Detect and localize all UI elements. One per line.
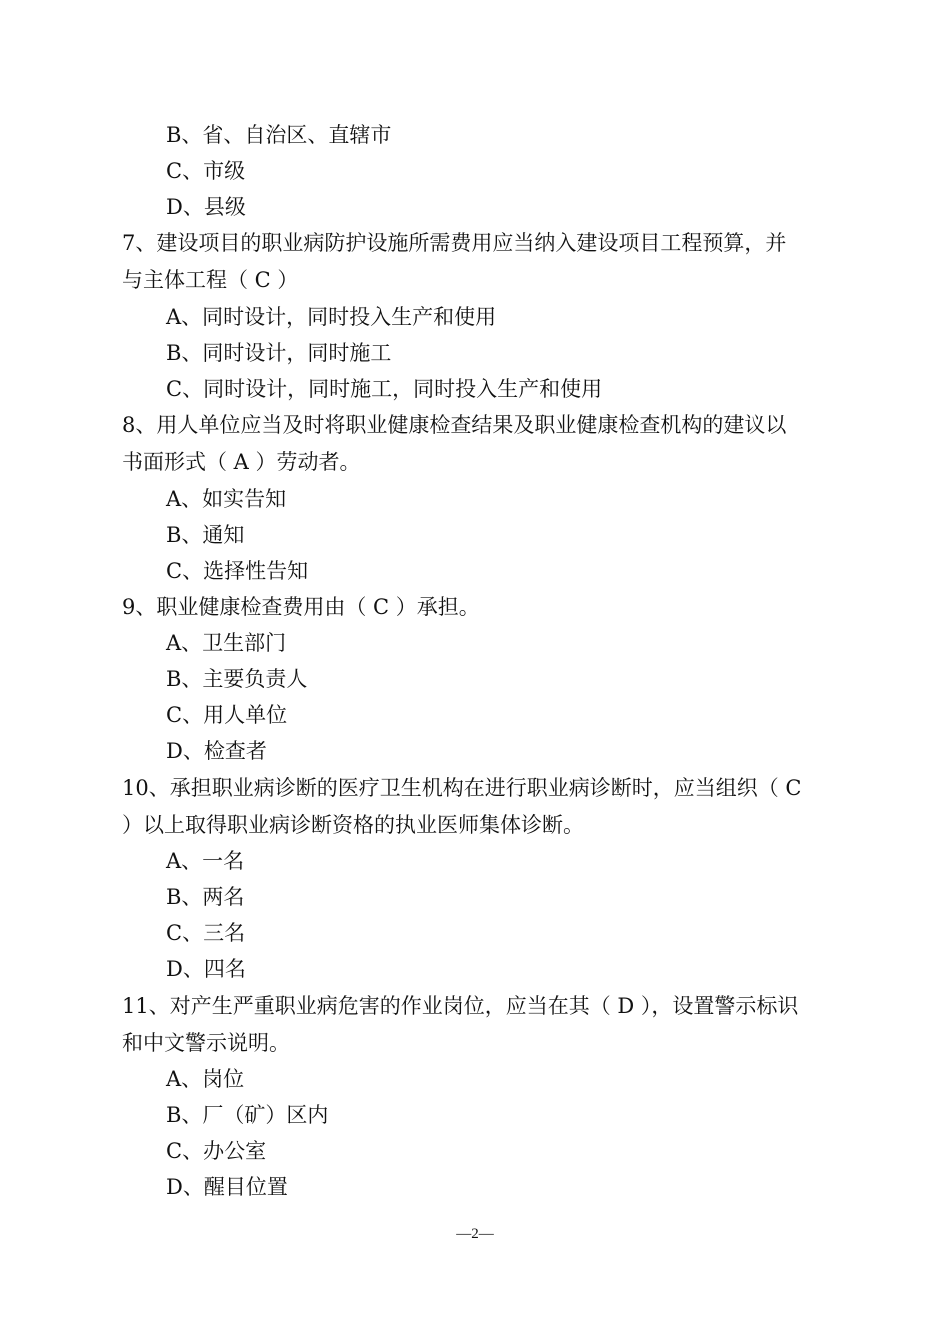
question-10-line-1: 10、承担职业病诊断的医疗卫生机构在进行职业病诊断时，应当组织（ C: [122, 776, 802, 800]
option-8b: B、通知: [166, 523, 245, 547]
option-9d: D、检查者: [166, 739, 267, 763]
option-10b: B、两名: [166, 885, 245, 909]
option-8c: C、选择性告知: [166, 559, 309, 583]
option-10d: D、四名: [166, 957, 246, 981]
question-10-line-2: ）以上取得职业病诊断资格的执业医师集体诊断。: [122, 813, 584, 837]
option-6c: C、市级: [166, 159, 246, 183]
question-11-line-2: 和中文警示说明。: [122, 1031, 290, 1055]
question-8-line-2: 书面形式（ A ）劳动者。: [122, 450, 361, 474]
option-11b: B、厂（矿）区内: [166, 1103, 329, 1127]
option-11a: A、岗位: [166, 1067, 245, 1091]
option-6d: D、县级: [166, 195, 246, 219]
option-7b: B、同时设计，同时施工: [166, 341, 392, 365]
option-10c: C、三名: [166, 921, 246, 945]
option-11c: C、办公室: [166, 1139, 267, 1163]
question-7-line-2: 与主体工程（ C ）: [122, 268, 299, 292]
option-6b: B、省、自治区、直辖市: [166, 123, 392, 147]
option-9b: B、主要负责人: [166, 667, 308, 691]
option-10a: A、一名: [166, 849, 245, 873]
page-number: —2—: [456, 1226, 494, 1242]
option-8a: A、如实告知: [166, 487, 287, 511]
option-11d: D、醒目位置: [166, 1175, 288, 1199]
option-7a: A、同时设计，同时投入生产和使用: [166, 305, 497, 329]
option-9a: A、卫生部门: [166, 631, 287, 655]
option-9c: C、用人单位: [166, 703, 288, 727]
question-8-line-1: 8、用人单位应当及时将职业健康检查结果及职业健康检查机构的建议以: [122, 413, 787, 437]
question-7-line-1: 7、建设项目的职业病防护设施所需费用应当纳入建设项目工程预算，并: [122, 231, 787, 255]
option-7c: C、同时设计，同时施工，同时投入生产和使用: [166, 377, 603, 401]
question-11-line-1: 11、对产生严重职业病危害的作业岗位，应当在其（ D ），设置警示标识: [122, 994, 799, 1018]
question-9: 9、职业健康检查费用由（ C ）承担。: [122, 595, 480, 619]
